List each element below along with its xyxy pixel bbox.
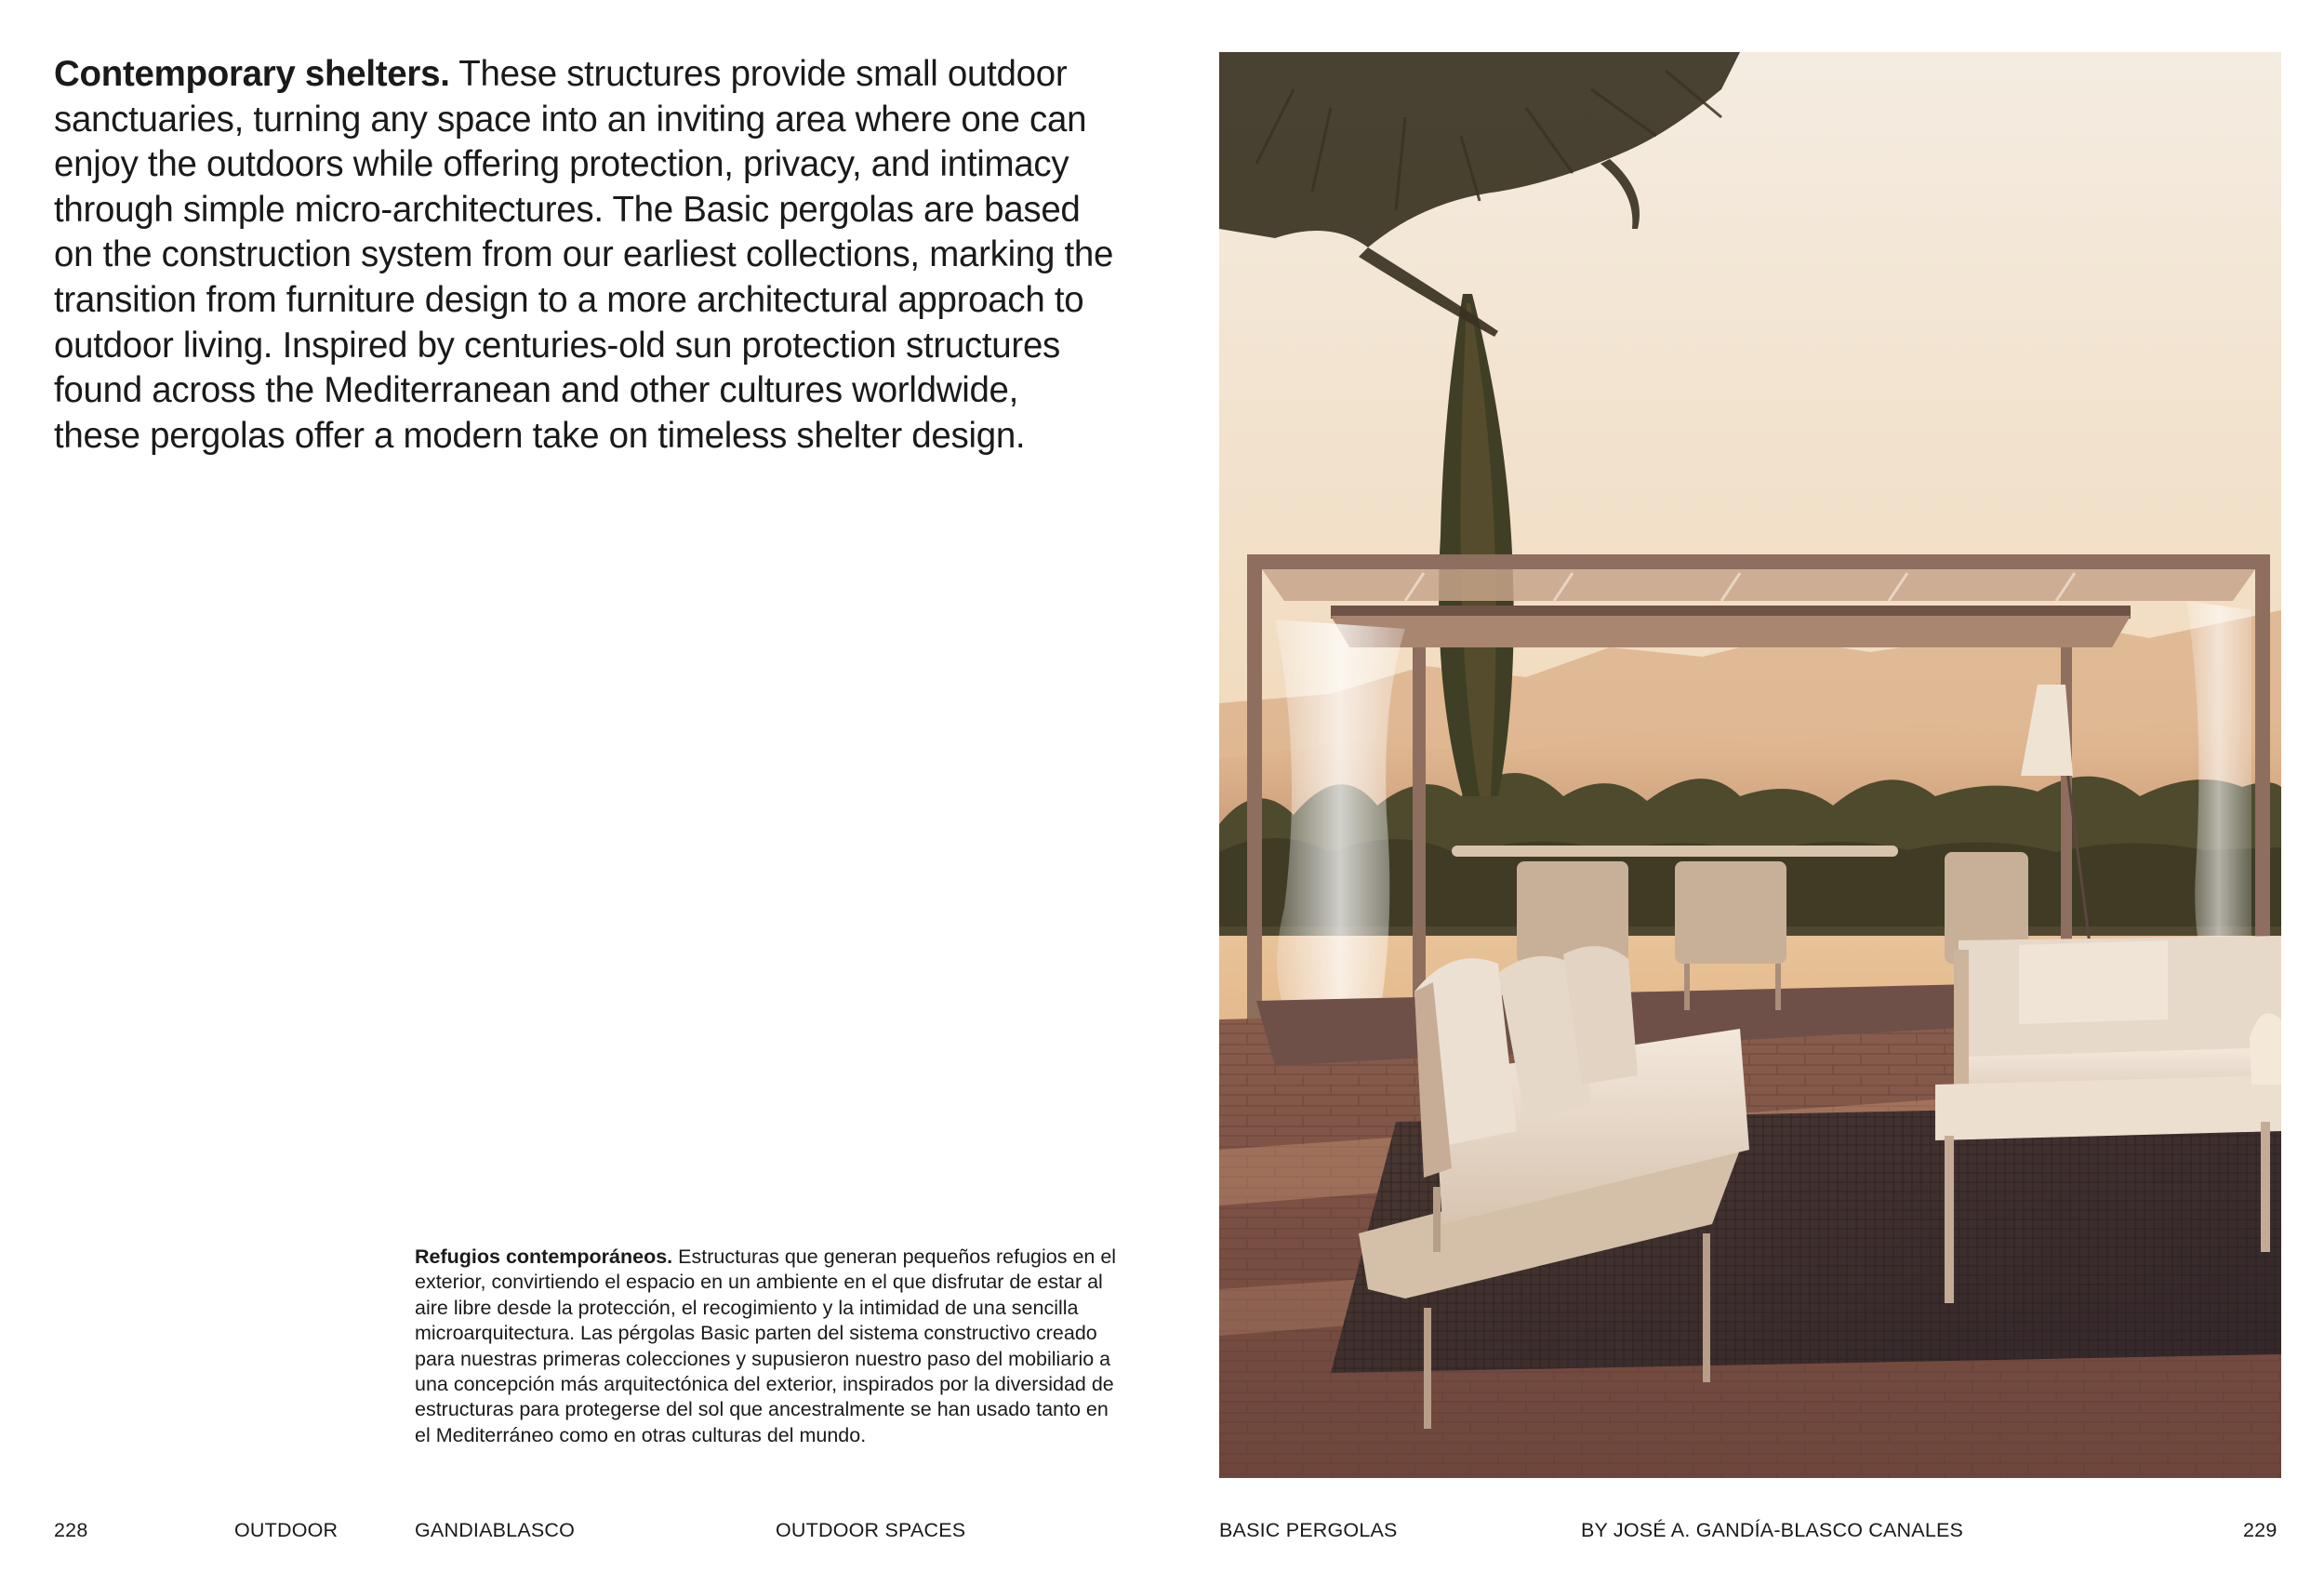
footer-brand: GANDIABLASCO: [415, 1519, 576, 1541]
spanish-translation: [415, 1245, 1122, 1448]
page-number-right: 229: [2243, 1519, 2278, 1541]
footer-section: OUTDOOR: [234, 1519, 339, 1541]
pergola-terrace-photo: [1219, 52, 2281, 1478]
spanish-body: Estructuras que generan pequeños refugios en el exterior, convirtiendo el espacio en un ambiente en el que disfrutar de estar al aire libre desde la protección, el recogimiento y la intimidad de una sencilla microarquitectura. Las pérgolas Basic parten del sistema constructivo creado para nuestras primeras colecciones y supusieron nuestro paso del mobiliario a una concepción más arquitectónica del exterior, inspirados por la diversidad de estructuras para protegerse del sol que ancestralmente se han usado tanto en el Mediterráneo como en otras culturas del mundo.: [415, 1245, 1117, 1446]
page-number-left: 228: [54, 1519, 88, 1541]
footer-designer: BY JOSÉ A. GANDÍA-BLASCO CANALES: [1581, 1519, 1964, 1541]
lead-body: These structures provide small outdoor sanctuaries, turning any space into an inviting area where one can enjoy the outdoors while offering protection, privacy, and intimacy through simple micro-architectures. The Basic pergolas are based on the construction system from our earliest collections, marking the transition from furniture design to a more architectural approach to outdoor living. Inspired by centuries-old sun protection structures found across the Mediterranean and other cultures worldwide, these pergolas offer a modern take on timeless shelter design.: [54, 54, 1114, 456]
spanish-title: Refugios contemporáneos.: [415, 1245, 673, 1268]
footer-collection: BASIC PERGOLAS: [1219, 1519, 1398, 1541]
lead-paragraph: [54, 52, 1114, 459]
footer-chapter: OUTDOOR SPACES: [776, 1519, 966, 1541]
lead-title: Contemporary shelters.: [54, 54, 450, 94]
